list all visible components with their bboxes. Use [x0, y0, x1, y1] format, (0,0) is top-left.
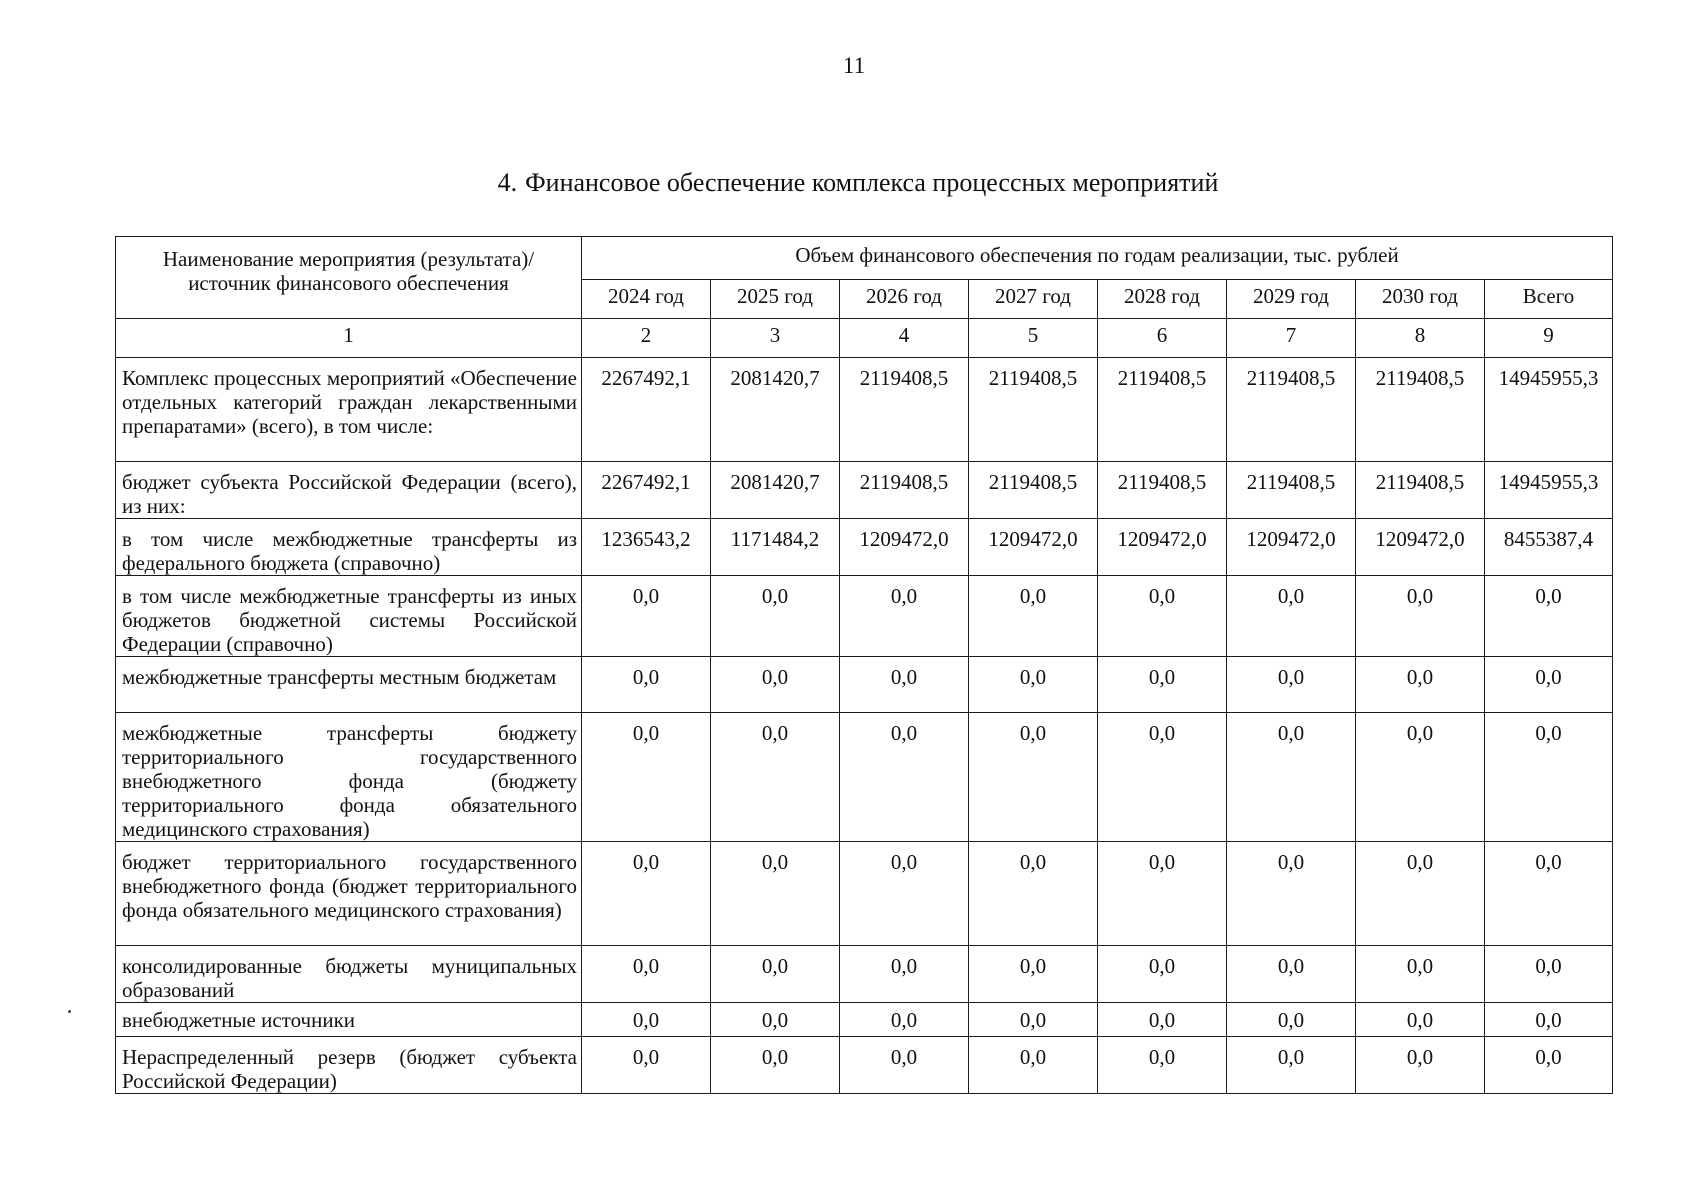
row-value-cell: 0,0: [1098, 713, 1227, 842]
column-number: 4: [840, 319, 969, 358]
column-number: 5: [969, 319, 1098, 358]
row-value-cell: 0,0: [969, 657, 1098, 713]
row-value-cell: 0,0: [1098, 576, 1227, 657]
header-name-cell: Наименование мероприятия (результата)/ источник финансового обеспечения: [116, 237, 582, 319]
row-value-cell: 0,0: [840, 1037, 969, 1094]
table-row: [116, 462, 1613, 519]
row-value-cell: 0,0: [1356, 1003, 1485, 1037]
column-number-row: [116, 319, 1613, 358]
header-span-cell: Объем финансового обеспечения по годам реализации, тыс. рублей: [582, 237, 1613, 280]
row-value-cell: 0,0: [840, 842, 969, 946]
page-number: 11: [842, 53, 866, 78]
row-value-cell: 0,0: [1227, 713, 1356, 842]
row-total-cell: 8455387,4: [1485, 519, 1613, 576]
section-number: 4.: [497, 168, 518, 197]
row-value-cell: 0,0: [711, 1003, 840, 1037]
year-header: 2027 год: [969, 280, 1098, 319]
row-value-cell: 0,0: [1098, 1003, 1227, 1037]
row-value-cell: 0,0: [1356, 576, 1485, 657]
row-value-cell: 0,0: [711, 842, 840, 946]
row-value-cell: 2081420,7: [711, 462, 840, 519]
row-value-cell: 0,0: [1227, 1037, 1356, 1094]
row-name-cell: Нераспределенный резерв (бюджет субъекта Российской Федерации): [116, 1037, 582, 1094]
row-value-cell: 2119408,5: [840, 358, 969, 462]
row-value-cell: 2119408,5: [1356, 462, 1485, 519]
header-row-1: [116, 237, 1613, 280]
row-value-cell: 0,0: [969, 842, 1098, 946]
row-total-cell: 0,0: [1485, 576, 1613, 657]
table-row: [116, 842, 1613, 946]
row-value-cell: 0,0: [582, 576, 711, 657]
row-name-cell: межбюджетные трансферты местным бюджетам: [116, 657, 582, 713]
row-value-cell: 0,0: [1356, 1037, 1485, 1094]
row-value-cell: 2119408,5: [840, 462, 969, 519]
row-value-cell: 2119408,5: [1227, 462, 1356, 519]
table-row: [116, 358, 1613, 462]
row-total-cell: 0,0: [1485, 842, 1613, 946]
row-value-cell: 0,0: [582, 946, 711, 1003]
row-name-cell: в том числе межбюджетные трансферты из федерального бюджета (справочно): [116, 519, 582, 576]
row-total-cell: 0,0: [1485, 946, 1613, 1003]
scan-speck: [68, 1010, 71, 1013]
row-value-cell: 0,0: [711, 1037, 840, 1094]
row-value-cell: 1209472,0: [840, 519, 969, 576]
row-value-cell: 0,0: [582, 657, 711, 713]
table-row: [116, 713, 1613, 842]
row-value-cell: 0,0: [969, 946, 1098, 1003]
row-total-cell: 14945955,3: [1485, 462, 1613, 519]
year-header: 2028 год: [1098, 280, 1227, 319]
row-name-cell: бюджет субъекта Российской Федерации (всего), из них:: [116, 462, 582, 519]
row-value-cell: 0,0: [969, 1003, 1098, 1037]
row-value-cell: 0,0: [1227, 657, 1356, 713]
row-value-cell: 2119408,5: [1227, 358, 1356, 462]
year-header: 2029 год: [1227, 280, 1356, 319]
row-name-cell: Комплекс процессных мероприятий «Обеспечение отдельных категорий граждан лекарственными препаратами» (всего), в том числе:: [116, 358, 582, 462]
row-value-cell: 0,0: [1227, 576, 1356, 657]
row-value-cell: 1171484,2: [711, 519, 840, 576]
row-value-cell: 0,0: [711, 713, 840, 842]
table-row: [116, 1037, 1613, 1094]
row-value-cell: 2119408,5: [969, 462, 1098, 519]
row-total-cell: 0,0: [1485, 657, 1613, 713]
row-value-cell: 0,0: [1227, 1003, 1356, 1037]
year-header: 2030 год: [1356, 280, 1485, 319]
table-row: [116, 576, 1613, 657]
column-number: 2: [582, 319, 711, 358]
row-value-cell: 0,0: [1098, 1037, 1227, 1094]
row-total-cell: 0,0: [1485, 1037, 1613, 1094]
year-header: 2024 год: [582, 280, 711, 319]
row-value-cell: 0,0: [840, 1003, 969, 1037]
section-title: [0, 168, 1708, 198]
table-body: [116, 358, 1613, 1094]
row-value-cell: 0,0: [711, 946, 840, 1003]
row-value-cell: 0,0: [582, 842, 711, 946]
row-value-cell: 0,0: [969, 713, 1098, 842]
year-header: 2025 год: [711, 280, 840, 319]
table-row: [116, 946, 1613, 1003]
row-value-cell: 0,0: [1098, 842, 1227, 946]
row-value-cell: 0,0: [1098, 657, 1227, 713]
row-value-cell: 0,0: [840, 946, 969, 1003]
total-header: Всего: [1485, 280, 1613, 319]
row-value-cell: 2119408,5: [1356, 358, 1485, 462]
financing-table: [115, 236, 1613, 1094]
row-total-cell: 0,0: [1485, 713, 1613, 842]
row-value-cell: 1209472,0: [1227, 519, 1356, 576]
table-row: [116, 519, 1613, 576]
row-value-cell: 0,0: [969, 576, 1098, 657]
column-number: 9: [1485, 319, 1613, 358]
row-name-cell: в том числе межбюджетные трансферты из иных бюджетов бюджетной системы Российской Федерации (справочно): [116, 576, 582, 657]
row-value-cell: 0,0: [1227, 842, 1356, 946]
row-value-cell: 0,0: [969, 1037, 1098, 1094]
row-value-cell: 0,0: [840, 713, 969, 842]
row-value-cell: 0,0: [1098, 946, 1227, 1003]
row-value-cell: 0,0: [1356, 713, 1485, 842]
row-value-cell: 2119408,5: [969, 358, 1098, 462]
row-name-cell: межбюджетные трансферты бюджету территориального государственного внебюджетного фонда (бюджету территориального фонда обязательного медицинского страхования): [116, 713, 582, 842]
year-header: 2026 год: [840, 280, 969, 319]
row-value-cell: 0,0: [582, 713, 711, 842]
row-value-cell: 0,0: [1356, 657, 1485, 713]
row-value-cell: 0,0: [1356, 946, 1485, 1003]
row-value-cell: 0,0: [840, 657, 969, 713]
row-value-cell: 2081420,7: [711, 358, 840, 462]
row-value-cell: 0,0: [582, 1037, 711, 1094]
row-total-cell: 0,0: [1485, 1003, 1613, 1037]
row-value-cell: 0,0: [582, 1003, 711, 1037]
row-value-cell: 1209472,0: [1356, 519, 1485, 576]
column-number: 7: [1227, 319, 1356, 358]
column-number: 6: [1098, 319, 1227, 358]
row-value-cell: 0,0: [711, 576, 840, 657]
row-value-cell: 0,0: [1356, 842, 1485, 946]
row-name-cell: консолидированные бюджеты муниципальных образований: [116, 946, 582, 1003]
row-value-cell: 1209472,0: [969, 519, 1098, 576]
section-title-text: Финансовое обеспечение комплекса процессных мероприятий: [525, 168, 1219, 197]
row-value-cell: 1236543,2: [582, 519, 711, 576]
row-value-cell: 0,0: [840, 576, 969, 657]
row-name-cell: бюджет территориального государственного внебюджетного фонда (бюджет территориального фонда обязательного медицинского страхования): [116, 842, 582, 946]
column-number: 8: [1356, 319, 1485, 358]
row-value-cell: 0,0: [1227, 946, 1356, 1003]
column-number: 1: [116, 319, 582, 358]
row-value-cell: 2267492,1: [582, 358, 711, 462]
column-number: 3: [711, 319, 840, 358]
row-total-cell: 14945955,3: [1485, 358, 1613, 462]
table-row: [116, 1003, 1613, 1037]
table-row: [116, 657, 1613, 713]
row-value-cell: 2119408,5: [1098, 358, 1227, 462]
row-value-cell: 0,0: [711, 657, 840, 713]
row-value-cell: 2267492,1: [582, 462, 711, 519]
row-name-cell: внебюджетные источники: [116, 1003, 582, 1037]
row-value-cell: 1209472,0: [1098, 519, 1227, 576]
row-value-cell: 2119408,5: [1098, 462, 1227, 519]
